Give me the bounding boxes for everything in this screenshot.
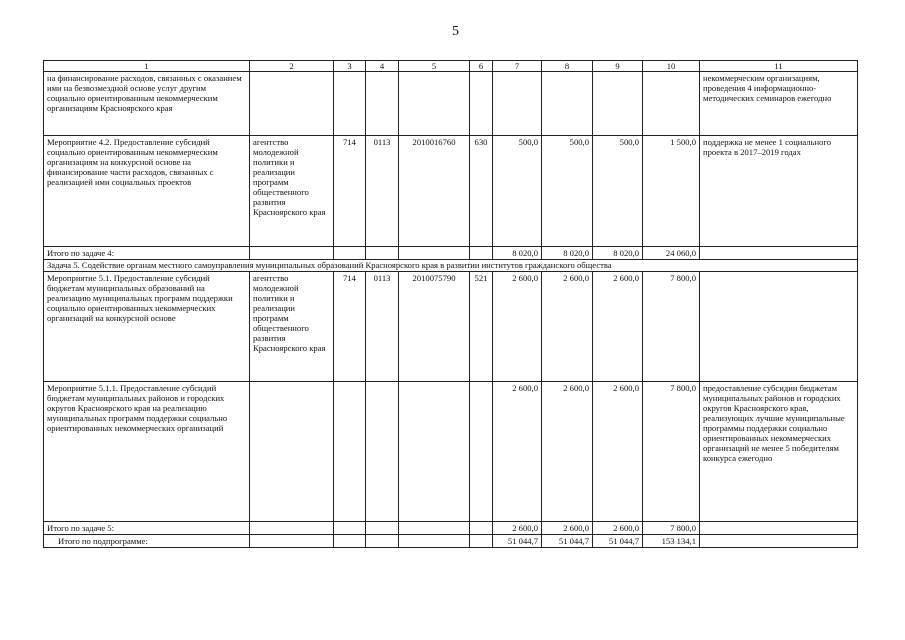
value-year-1: 8 020,0: [493, 247, 542, 260]
value-year-1: 500,0: [493, 136, 542, 247]
table-cell: [470, 535, 493, 548]
value-year-3: 2 600,0: [593, 522, 643, 535]
value-year-3: 500,0: [593, 136, 643, 247]
value-year-2: 2 600,0: [542, 272, 593, 382]
table-row: [44, 382, 858, 522]
responsible-agency: агентство молодежной политики и реализации программ общественного развития Красноярского края: [250, 136, 334, 247]
total-label: Итого по подпрограмме:: [44, 535, 250, 548]
table-cell: [366, 522, 399, 535]
table-cell: [700, 535, 858, 548]
value-year-2: 8 020,0: [542, 247, 593, 260]
code-csr: 2010016760: [399, 136, 470, 247]
table-cell: [366, 535, 399, 548]
row-result: некоммерческим организациям, проведения 4 информационно-методических семинаров ежегодно: [700, 72, 858, 136]
value-total: 7 800,0: [643, 382, 700, 522]
row-description: на финансирование расходов, связанных с оказанием ими на безвозмездной основе услуг другим социально ориентированным некоммерческим организациям Красноярского края: [44, 72, 250, 136]
table-cell: [250, 522, 334, 535]
table-cell: [366, 72, 399, 136]
page-number: 5: [452, 24, 459, 39]
table-row: [44, 72, 858, 136]
code-vr: 521: [470, 272, 493, 382]
header-cell: 9: [593, 61, 643, 72]
table-row: [44, 136, 858, 247]
table-cell: [366, 247, 399, 260]
header-cell: 7: [493, 61, 542, 72]
table-cell: [593, 72, 643, 136]
subtotal-row: [44, 247, 858, 260]
code-rz: 0113: [366, 136, 399, 247]
table-cell: [366, 382, 399, 522]
header-cell: 5: [399, 61, 470, 72]
value-total: 24 060,0: [643, 247, 700, 260]
header-cell: 11: [700, 61, 858, 72]
table-cell: [250, 247, 334, 260]
value-year-2: 2 600,0: [542, 382, 593, 522]
table-cell: [470, 382, 493, 522]
header-row: [44, 61, 858, 72]
table-cell: [700, 247, 858, 260]
header-cell: 1: [44, 61, 250, 72]
header-cell: 6: [470, 61, 493, 72]
row-description: Мероприятие 5.1. Предоставление субсидий бюджетам муниципальных образований на реализацию муниципальных программ поддержки социально ориентированных некоммерческих организаций на конкурсной основе: [44, 272, 250, 382]
table-cell: [250, 382, 334, 522]
code-rz: 0113: [366, 272, 399, 382]
subtotal-label: Итого по задаче 4:: [44, 247, 250, 260]
value-year-2: 51 044,7: [542, 535, 593, 548]
code-csr: 2010075790: [399, 272, 470, 382]
table-row: [44, 272, 858, 382]
subtotal-row: [44, 522, 858, 535]
responsible-agency: агентство молодежной политики и реализации программ общественного развития Красноярского края: [250, 272, 334, 382]
row-result: поддержка не менее 1 социального проекта в 2017–2019 годах: [700, 136, 858, 247]
table-cell: [470, 247, 493, 260]
table-cell: [250, 72, 334, 136]
header-cell: 10: [643, 61, 700, 72]
table-cell: [493, 72, 542, 136]
value-year-1: 2 600,0: [493, 382, 542, 522]
table-cell: [250, 535, 334, 548]
table-cell: [470, 522, 493, 535]
table-cell: [470, 72, 493, 136]
value-total: 1 500,0: [643, 136, 700, 247]
header-cell: 8: [542, 61, 593, 72]
table-cell: [399, 247, 470, 260]
budget-table: [43, 60, 858, 548]
table-cell: [334, 522, 366, 535]
table-cell: [700, 272, 858, 382]
header-cell: 3: [334, 61, 366, 72]
header-cell: 4: [366, 61, 399, 72]
value-total: 153 134,1: [643, 535, 700, 548]
value-year-3: 2 600,0: [593, 382, 643, 522]
row-result: предоставление субсидии бюджетам муниципальных районов и городских округов Красноярского края, реализующих лучшие муниципальные программы поддержки социально ориентированных некоммерческих организаций не менее 5 победителям конкурса ежегодно: [700, 382, 858, 522]
code-vr: 630: [470, 136, 493, 247]
code-gr: 714: [334, 272, 366, 382]
value-total: 7 800,0: [643, 522, 700, 535]
subtotal-label: Итого по задаче 5:: [44, 522, 250, 535]
value-year-1: 2 600,0: [493, 272, 542, 382]
row-description: Мероприятие 5.1.1. Предоставление субсидий бюджетам муниципальных районов и городских округов Красноярского края на реализацию муниципальных программ поддержки социально ориентированных некоммерческих организаций: [44, 382, 250, 522]
table-cell: [700, 522, 858, 535]
code-gr: 714: [334, 136, 366, 247]
table-cell: [334, 247, 366, 260]
value-total: 7 800,0: [643, 272, 700, 382]
value-year-2: 2 600,0: [542, 522, 593, 535]
task-row: [44, 260, 858, 272]
value-year-2: 500,0: [542, 136, 593, 247]
table-cell: [399, 522, 470, 535]
table-cell: [334, 72, 366, 136]
table-cell: [334, 535, 366, 548]
value-year-1: 51 044,7: [493, 535, 542, 548]
table-cell: [399, 72, 470, 136]
table-cell: [334, 382, 366, 522]
value-year-3: 2 600,0: [593, 272, 643, 382]
table-cell: [643, 72, 700, 136]
table-cell: [399, 382, 470, 522]
row-description: Мероприятие 4.2. Предоставление субсидий социально ориентированным некоммерческим организациям на конкурсной основе на финансирование части расходов, связанных с реализацией ими социальных проектов: [44, 136, 250, 247]
table-cell: [542, 72, 593, 136]
task-heading: Задача 5. Содействие органам местного самоуправления муниципальных образований Красноярского края в развитии институтов гражданского общества: [44, 260, 858, 272]
value-year-1: 2 600,0: [493, 522, 542, 535]
table-cell: [399, 535, 470, 548]
header-cell: 2: [250, 61, 334, 72]
total-row: [44, 535, 858, 548]
value-year-3: 8 020,0: [593, 247, 643, 260]
value-year-3: 51 044,7: [593, 535, 643, 548]
